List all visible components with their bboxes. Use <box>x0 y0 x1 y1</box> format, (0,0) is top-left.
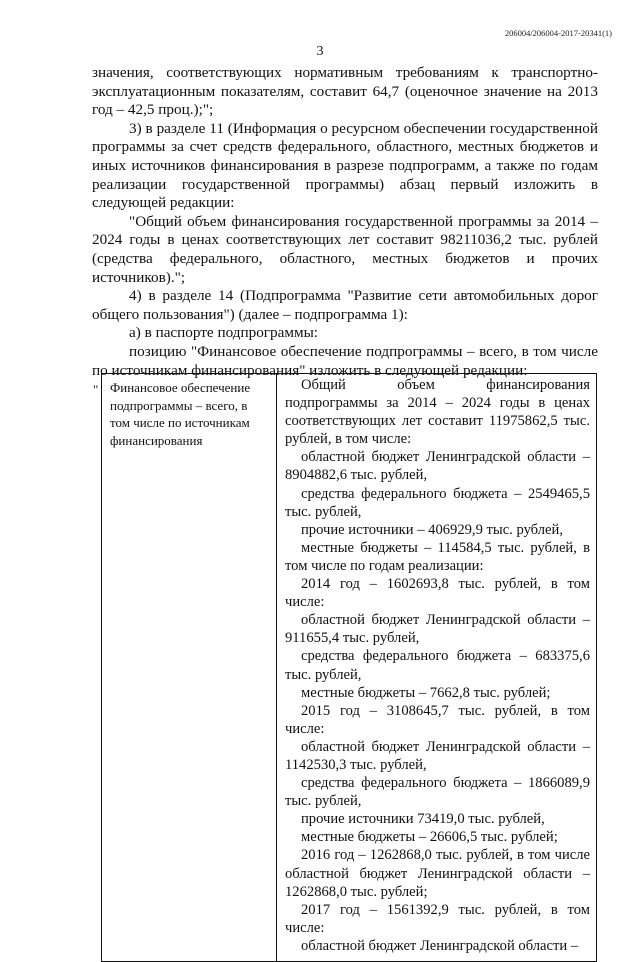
table-line: средства федерального бюджета – 1866089,9 тыс. рублей, <box>285 775 590 810</box>
paragraph: а) в паспорте подпрограммы: <box>129 324 318 342</box>
table-line: 2014 год – 1602693,8 тыс. рублей, в том числе: <box>285 576 590 611</box>
table-line: Общий объем финансирования подпрограммы за 2014 – 2024 годы в ценах соответствующих лет составит 11975862,5 тыс. рублей, в том числе: <box>285 377 590 448</box>
table-line: средства федерального бюджета – 683375,6 тыс. рублей, <box>285 648 590 683</box>
financing-table <box>101 373 597 962</box>
table-row <box>102 374 597 962</box>
table-line: 2016 год – 1262868,0 тыс. рублей, в том числе областной бюджет Ленинградской области – 1262868,0 тыс. рублей; <box>285 847 590 900</box>
table-line: 2015 год – 3108645,7 тыс. рублей, в том числе: <box>285 702 590 737</box>
table-label-cell: Финансовое обеспечение подпрограммы – всего, в том числе по источникам финансирования <box>102 374 277 962</box>
document-id: 206004/206004-2017-20341(1) <box>504 28 612 38</box>
table-line: областной бюджет Ленинградской области – 911655,4 тыс. рублей, <box>285 612 590 647</box>
table-content-cell <box>277 374 597 962</box>
paragraph: 4) в разделе 14 (Подпрограмма "Развитие сети автомобильных дорог общего пользования") (далее – подпрограмма 1): <box>92 287 598 323</box>
table-line: средства федерального бюджета – 2549465,5 тыс. рублей, <box>285 485 590 520</box>
table-line: областной бюджет Ленинградской области – 8904882,6 тыс. рублей, <box>285 449 590 484</box>
paragraph: позицию "Финансовое обеспечение подпрограммы – всего, в том числе по источникам финансирования" изложить в следующей редакции: <box>92 342 598 379</box>
table-line: 2017 год – 1561392,9 тыс. рублей, в том числе: <box>285 901 590 936</box>
table-line: местные бюджеты – 26606,5 тыс. рублей; <box>301 829 558 846</box>
table-line: местные бюджеты – 7662,8 тыс. рублей; <box>301 684 551 701</box>
table-line: областной бюджет Ленинградской области – 1142530,3 тыс. рублей, <box>285 738 590 773</box>
paragraph: 3) в разделе 11 (Информация о ресурсном обеспечении государственной программы за счет средств федерального, областного, местных бюджетов и иных источников финансирования в разрезе подпрограмм, а также по годам реализации государственной программы) абзац первый изложить в следующей редакции: <box>92 119 598 212</box>
open-quote: " <box>93 382 99 397</box>
table-line: прочие источники 73419,0 тыс. рублей, <box>301 811 545 828</box>
body-text <box>92 64 598 380</box>
page-number: 3 <box>316 44 324 59</box>
paragraph: "Общий объем финансирования государственной программы за 2014 – 2024 годы в ценах соответствующих лет составит 98211036,2 тыс. рублей (средства федерального, областного, местных бюджетов и прочих источников)."; <box>92 212 598 286</box>
table-line: прочие источники – 406929,9 тыс. рублей, <box>301 521 563 538</box>
table-line: областной бюджет Ленинградской области – <box>301 937 579 954</box>
paragraph: значения, соответствующих нормативным требованиям к транспортно-эксплуатационным показателям, составит 64,7 (оценочное значение на 2013 год – 42,5 проц.);"; <box>92 64 598 119</box>
table-line: местные бюджеты – 114584,5 тыс. рублей, в том числе по годам реализации: <box>285 539 590 574</box>
